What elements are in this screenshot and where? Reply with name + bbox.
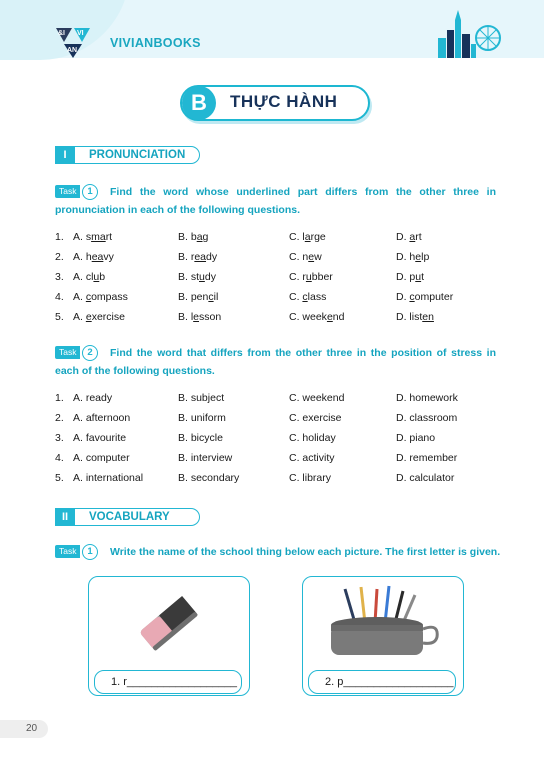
option-a[interactable]: A. favourite bbox=[73, 432, 127, 444]
option-b[interactable]: B. lesson bbox=[178, 311, 222, 323]
option-b[interactable]: B. ready bbox=[178, 251, 218, 263]
task-number: 2 bbox=[82, 345, 98, 361]
question-number: 5. bbox=[55, 311, 64, 323]
option-b[interactable]: B. uniform bbox=[178, 412, 226, 424]
option-d[interactable]: D. help bbox=[396, 251, 430, 263]
question-number: 2. bbox=[55, 412, 64, 424]
option-b[interactable]: B. bag bbox=[178, 231, 209, 243]
rubber-illustration bbox=[129, 589, 209, 659]
pencil-case-illustration bbox=[325, 583, 443, 663]
question-number: 4. bbox=[55, 291, 64, 303]
part1-title: PRONUNCIATION bbox=[75, 146, 200, 164]
task-instruction: Find the word that differs from the other three in the position of stress in each of the following questions. bbox=[55, 347, 496, 377]
option-b[interactable]: B. interview bbox=[178, 452, 233, 464]
option-c[interactable]: C. weekend bbox=[289, 311, 345, 323]
brand-logo bbox=[52, 22, 94, 60]
brand-name: VIVIANBOOKS bbox=[110, 36, 201, 50]
logo-text-bottom: AN bbox=[67, 47, 78, 54]
logo-text-tr: VI bbox=[77, 30, 84, 37]
option-a[interactable]: A. exercise bbox=[73, 311, 125, 323]
option-c[interactable]: C. weekend bbox=[289, 392, 345, 404]
option-a[interactable]: A. afternoon bbox=[73, 412, 131, 424]
city-skyline-illustration bbox=[436, 8, 502, 58]
question-number: 3. bbox=[55, 432, 64, 444]
option-c[interactable]: C. class bbox=[289, 291, 327, 303]
option-a[interactable]: A. ready bbox=[73, 392, 113, 404]
option-c[interactable]: C. large bbox=[289, 231, 326, 243]
task-number: 1 bbox=[82, 544, 98, 560]
option-d[interactable]: D. homework bbox=[396, 392, 458, 404]
option-d[interactable]: D. art bbox=[396, 231, 422, 243]
option-b[interactable]: B. secondary bbox=[178, 472, 240, 484]
option-d[interactable]: D. remember bbox=[396, 452, 458, 464]
option-c[interactable]: C. activity bbox=[289, 452, 335, 464]
question-number: 3. bbox=[55, 271, 64, 283]
option-d[interactable]: D. listen bbox=[396, 311, 434, 323]
option-d[interactable]: D. computer bbox=[396, 291, 454, 303]
option-d[interactable]: D. classroom bbox=[396, 412, 458, 424]
task-instruction: Write the name of the school thing below each picture. The first letter is given. bbox=[110, 546, 501, 558]
option-d[interactable]: D. piano bbox=[396, 432, 436, 444]
option-c[interactable]: C. new bbox=[289, 251, 322, 263]
option-a[interactable]: A. heavy bbox=[73, 251, 114, 263]
picture-card-rubber bbox=[88, 576, 250, 696]
option-b[interactable]: B. study bbox=[178, 271, 216, 283]
answer-field-2[interactable]: 2. p__________________ bbox=[308, 670, 456, 694]
section-letter-badge: B bbox=[182, 86, 216, 120]
option-b[interactable]: B. subject bbox=[178, 392, 225, 404]
question-number: 4. bbox=[55, 452, 64, 464]
task-label: Task bbox=[55, 185, 80, 198]
option-c[interactable]: C. exercise bbox=[289, 412, 342, 424]
option-a[interactable]: A. computer bbox=[73, 452, 130, 464]
question-number: 5. bbox=[55, 472, 64, 484]
option-a[interactable]: A. international bbox=[73, 472, 144, 484]
section-title: THỰC HÀNH bbox=[230, 92, 338, 111]
option-a[interactable]: A. smart bbox=[73, 231, 113, 243]
logo-text-tl: &I bbox=[58, 30, 65, 37]
task-instruction: Find the word whose underlined part differs from the other three in pronunciation in each of the following questions. bbox=[55, 186, 496, 216]
option-d[interactable]: D. calculator bbox=[396, 472, 455, 484]
part2-title: VOCABULARY bbox=[75, 508, 200, 526]
part1-number: I bbox=[55, 146, 75, 164]
option-c[interactable]: C. rubber bbox=[289, 271, 333, 283]
answer-field-1[interactable]: 1. r__________________ bbox=[94, 670, 242, 694]
option-a[interactable]: A. club bbox=[73, 271, 106, 283]
option-b[interactable]: B. bicycle bbox=[178, 432, 223, 444]
task-label: Task bbox=[55, 346, 80, 359]
task-label: Task bbox=[55, 545, 80, 558]
option-a[interactable]: A. compass bbox=[73, 291, 128, 303]
picture-card-pencil-case bbox=[302, 576, 464, 696]
page-number: 20 bbox=[0, 720, 48, 738]
option-c[interactable]: C. library bbox=[289, 472, 332, 484]
question-number: 1. bbox=[55, 231, 64, 243]
option-d[interactable]: D. put bbox=[396, 271, 425, 283]
task-number: 1 bbox=[82, 184, 98, 200]
option-c[interactable]: C. holiday bbox=[289, 432, 336, 444]
question-number: 2. bbox=[55, 251, 64, 263]
part2-number: II bbox=[55, 508, 75, 526]
option-b[interactable]: B. pencil bbox=[178, 291, 219, 303]
question-number: 1. bbox=[55, 392, 64, 404]
